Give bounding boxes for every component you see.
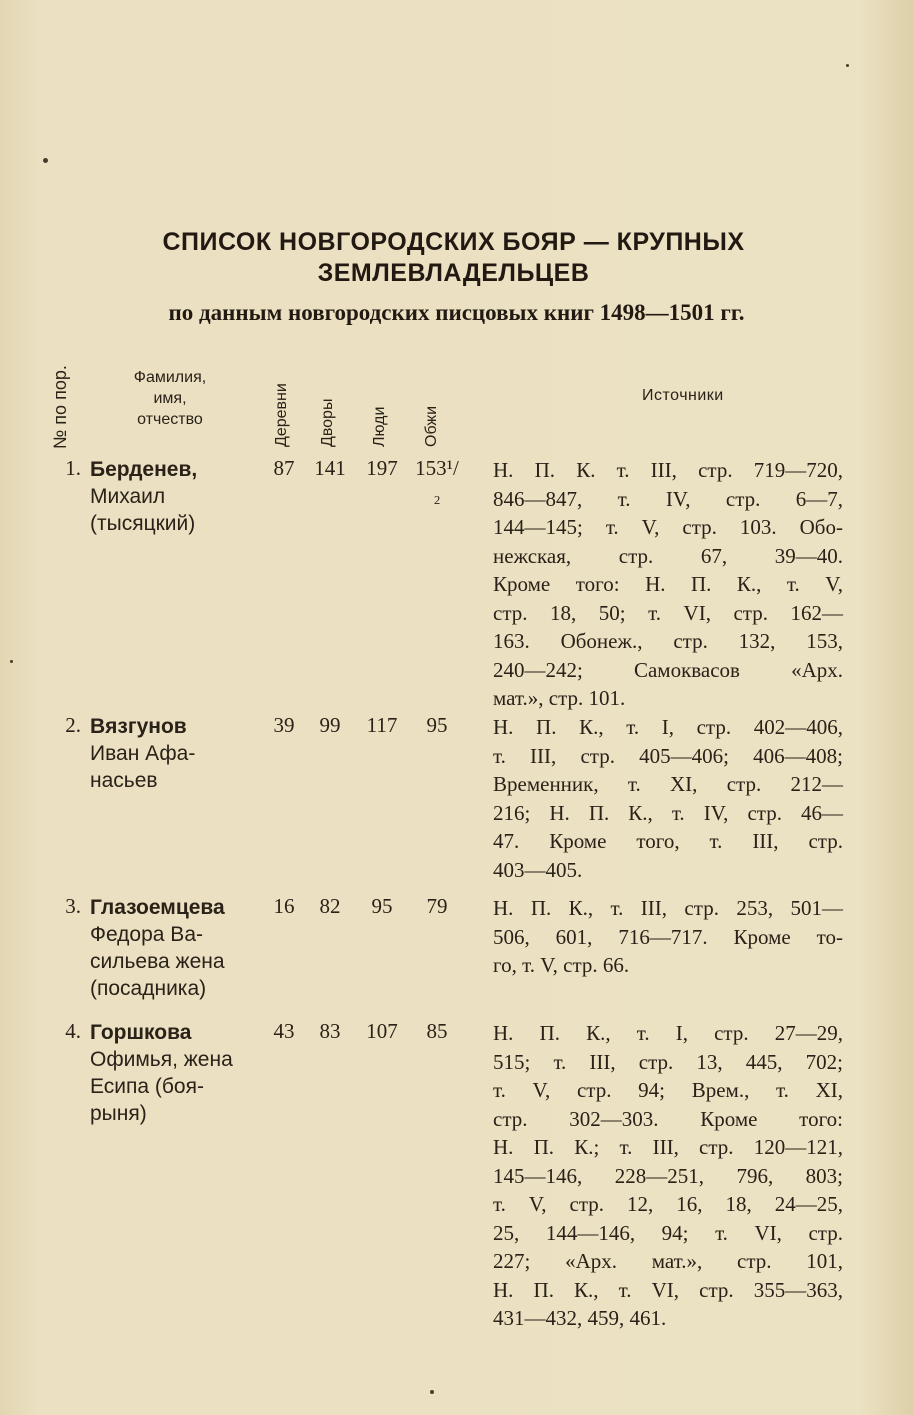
page-title-line-1: СПИСОК НОВГОРОДСКИХ БОЯР — КРУПНЫХ: [162, 228, 745, 256]
row-people: 107: [366, 1019, 398, 1043]
row-people: 197: [366, 456, 398, 480]
row-yards: 141: [314, 456, 346, 480]
row-name: [90, 456, 280, 537]
source-line: 227; «Арх. мат.», стр. 101,: [493, 1249, 843, 1273]
source-line: 846—847, т. IV, стр. 6—7,: [493, 486, 843, 511]
header-yards: Дворы: [319, 398, 336, 447]
row-yards: 83: [319, 1019, 341, 1043]
source-line: т. V, стр. 94; Врем., т. XI,: [493, 1078, 843, 1102]
source-line: Н. П. К. т. III, стр. 719—720,: [493, 458, 843, 482]
source-line: т. V, стр. 12, 16, 18, 24—25,: [493, 1192, 843, 1216]
row-surname: Вязгунов: [90, 715, 187, 738]
source-line: 431—432, 459, 461.: [493, 1306, 667, 1330]
source-line: 163. Обонеж., стр. 132, 153,: [493, 629, 843, 653]
row-yards: 82: [319, 894, 341, 918]
source-line: Н. П. К.; т. III, стр. 120—121,: [493, 1135, 843, 1159]
row-sources: [493, 713, 843, 884]
paper-speck: [846, 64, 849, 67]
header-sources: Источники: [642, 387, 724, 404]
row-obzhi: 79: [426, 894, 448, 918]
row-surname: Глазоемцева: [90, 896, 225, 919]
source-line: Н. П. К., т. III, стр. 253, 501—: [493, 896, 843, 920]
source-line: Н. П. К., т. VI, стр. 355—363,: [493, 1277, 843, 1302]
source-line: Н. П. К., т. I, стр. 402—406,: [493, 715, 843, 739]
row-number: 3.: [65, 894, 81, 918]
source-line: 240—242; Самоквасов «Арх.: [493, 657, 843, 682]
row-name-line: рыня): [90, 1102, 147, 1125]
row-villages: 39: [273, 713, 295, 737]
row-yards: 99: [319, 713, 341, 737]
row-surname: Горшкова: [90, 1021, 192, 1044]
header-people: Люди: [371, 406, 388, 447]
paper-speck: [430, 1390, 434, 1394]
page-title-line-2: ЗЕМЛЕВЛАДЕЛЬЦЕВ: [317, 259, 590, 287]
row-obzhi: 95: [426, 713, 448, 737]
source-line: стр. 18, 50; т. VI, стр. 162—: [493, 600, 843, 625]
source-line: нежская, стр. 67, 39—40.: [493, 543, 843, 568]
source-line: Временник, т. XI, стр. 212—: [493, 772, 843, 796]
row-name-line: Офимья, жена: [90, 1048, 233, 1071]
row-villages: 43: [273, 1019, 295, 1043]
source-line: го, т. V, стр. 66.: [493, 953, 630, 977]
source-line: Н. П. К., т. I, стр. 27—29,: [493, 1021, 843, 1045]
row-name-line: (посадника): [90, 977, 207, 1000]
row-name-line: Иван Афа-: [90, 742, 196, 765]
header-name-line-2: имя,: [153, 390, 187, 407]
row-surname: Берденев,: [90, 458, 198, 481]
row-name-line: сильева жена: [90, 950, 225, 973]
row-name-line: (тысяцкий): [90, 512, 196, 535]
page-subtitle: по данным новгородских писцовых книг 1498—1501 гг.: [168, 300, 745, 325]
row-people: 95: [371, 894, 393, 918]
source-line: 47. Кроме того, т. III, стр.: [493, 829, 843, 853]
source-line: стр. 302—303. Кроме того:: [493, 1106, 843, 1131]
header-name: [90, 367, 250, 430]
header-villages: Деревни: [273, 383, 290, 447]
header-obzhi: Обжи: [423, 405, 440, 447]
row-name-line: Михаил: [90, 485, 166, 508]
source-line: 145—146, 228—251, 796, 803;: [493, 1163, 843, 1188]
source-line: 515; т. III, стр. 13, 445, 702;: [493, 1049, 843, 1074]
row-sources: [493, 456, 843, 713]
row-number: 1.: [65, 456, 81, 480]
source-line: 25, 144—146, 94; т. VI, стр.: [493, 1220, 843, 1245]
row-name-line: насьев: [90, 769, 158, 792]
row-sources: [493, 894, 843, 980]
row-name: [90, 894, 280, 1002]
paper-speck: [10, 660, 13, 663]
row-name-line: Есипа (боя-: [90, 1075, 204, 1098]
row-name-line: Федора Ва-: [90, 923, 203, 946]
header-name-line-1: Фамилия,: [133, 369, 207, 386]
row-obzhi: 85: [426, 1019, 448, 1043]
header-number: № по пор.: [50, 365, 70, 449]
header-name-line-3: отчество: [137, 411, 203, 428]
row-villages: 87: [273, 456, 295, 480]
source-line: Кроме того: Н. П. К., т. V,: [493, 572, 843, 596]
row-people: 117: [366, 713, 398, 737]
source-line: мат.», стр. 101.: [493, 686, 626, 710]
source-line: 403—405.: [493, 857, 583, 882]
row-name: [90, 713, 280, 794]
row-villages: 16: [273, 894, 295, 918]
row-obzhi: 153¹/₂: [415, 456, 459, 505]
row-number: 2.: [65, 713, 81, 737]
source-line: 506, 601, 716—717. Кроме то-: [493, 924, 843, 949]
source-line: 216; Н. П. К., т. IV, стр. 46—: [493, 800, 843, 825]
row-number: 4.: [65, 1019, 81, 1043]
row-name: [90, 1019, 280, 1127]
paper-speck: [43, 158, 48, 163]
row-sources: [493, 1019, 843, 1333]
source-line: т. III, стр. 405—406; 406—408;: [493, 743, 843, 768]
source-line: 144—145; т. V, стр. 103. Обо-: [493, 515, 843, 539]
